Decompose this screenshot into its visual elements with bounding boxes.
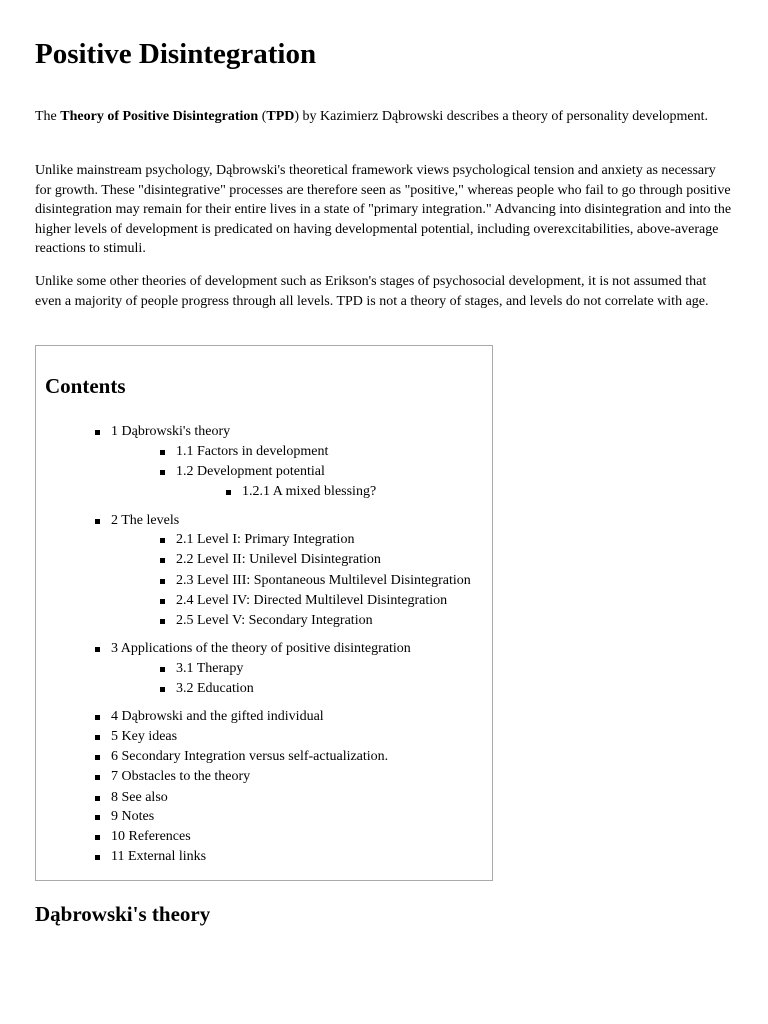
toc-link[interactable] xyxy=(111,848,206,866)
toc-link[interactable] xyxy=(176,592,447,610)
intro-abbreviation: TPD xyxy=(266,109,295,124)
bullet-icon xyxy=(160,599,165,604)
toc-link[interactable] xyxy=(111,708,324,726)
toc-link[interactable] xyxy=(111,512,179,530)
toc-link[interactable] xyxy=(176,463,325,481)
bullet-icon xyxy=(95,647,100,652)
bullet-icon xyxy=(160,538,165,543)
toc-link[interactable] xyxy=(176,572,471,590)
bullet-icon xyxy=(95,735,100,740)
toc-link[interactable] xyxy=(111,828,191,846)
bullet-icon xyxy=(95,775,100,780)
intro-text-start: The xyxy=(35,109,61,124)
toc-link[interactable] xyxy=(111,423,230,441)
toc-link-label: 7 Obstacles to the theory xyxy=(111,769,251,784)
intro-term: Theory of Positive Disintegration xyxy=(60,109,259,124)
toc-link-label: 2 The levels xyxy=(111,513,180,528)
toc-link[interactable] xyxy=(176,531,354,549)
toc-link[interactable] xyxy=(111,728,177,746)
bullet-icon xyxy=(95,755,100,760)
bullet-icon xyxy=(160,558,165,563)
intro-text-mid: ( xyxy=(258,109,267,124)
bullet-icon xyxy=(95,796,100,801)
toc-link[interactable] xyxy=(111,748,388,766)
bullet-icon xyxy=(160,579,165,584)
bullet-icon xyxy=(160,619,165,624)
intro-paragraph xyxy=(35,107,735,127)
toc-link-label: 3.2 Education xyxy=(176,681,254,696)
bullet-icon xyxy=(95,835,100,840)
bullet-icon xyxy=(160,470,165,475)
toc-link[interactable] xyxy=(111,808,154,826)
toc-link-label: 10 References xyxy=(111,829,191,844)
toc-link[interactable] xyxy=(242,483,376,501)
toc-link-label: 9 Notes xyxy=(111,809,155,824)
toc-link-label: 1.2 Development potential xyxy=(176,464,325,479)
toc-link-label: 2.2 Level II: Unilevel Disintegration xyxy=(176,552,381,567)
toc-link-label: 6 Secondary Integration versus self-actualization. xyxy=(111,749,389,764)
toc-link[interactable] xyxy=(176,612,373,630)
toc-link[interactable] xyxy=(176,680,254,698)
toc-link-label: 2.4 Level IV: Directed Multilevel Disintegration xyxy=(176,593,448,608)
toc-link[interactable] xyxy=(111,640,411,658)
toc-link-label: 11 External links xyxy=(111,849,207,864)
toc-link[interactable] xyxy=(111,789,168,807)
toc-link-label: 5 Key ideas xyxy=(111,729,178,744)
toc-link-label: 3.1 Therapy xyxy=(176,661,244,676)
toc-link-label: 1.1 Factors in development xyxy=(176,444,329,459)
body-paragraph: Unlike mainstream psychology, Dąbrowski's theoretical framework views psychological tension and anxiety as necessary for growth. These "disintegrative" processes are therefore seen as "positive," whereas people who fail to go through positive disintegration may remain for their entire lives in a state of "primary integration." Advancing into disintegration and into the higher levels of development is predicated on having developmental potential, including overexcitabilities, above-average reactions to stimuli. xyxy=(35,163,732,256)
toc-link[interactable] xyxy=(111,768,250,786)
toc-link-label: 4 Dąbrowski and the gifted individual xyxy=(111,709,324,724)
section-heading: Dąbrowski's theory xyxy=(35,902,211,926)
page-title: Positive Disintegration xyxy=(35,38,317,70)
toc-link-label: 2.1 Level I: Primary Integration xyxy=(176,532,355,547)
body-paragraph: Unlike some other theories of development such as Erikson's stages of psychosocial development, it is not assumed that even a majority of people progress through all levels. TPD is not a theory of stages, and levels do not correlate with age. xyxy=(35,274,709,309)
bullet-icon xyxy=(160,450,165,455)
bullet-icon xyxy=(95,855,100,860)
bullet-icon xyxy=(95,715,100,720)
toc-link-label: 8 See also xyxy=(111,790,168,805)
bullet-icon xyxy=(95,430,100,435)
bullet-icon xyxy=(95,519,100,524)
bullet-icon xyxy=(160,667,165,672)
toc-link[interactable] xyxy=(176,660,243,678)
toc-link[interactable] xyxy=(176,551,381,569)
toc-link-label: 1.2.1 A mixed blessing? xyxy=(242,484,377,499)
bullet-icon xyxy=(226,490,231,495)
bullet-icon xyxy=(95,815,100,820)
toc-link-label: 1 Dąbrowski's theory xyxy=(111,424,231,439)
toc-heading: Contents xyxy=(45,374,126,398)
intro-text-end: ) by Kazimierz Dąbrowski describes a theory of personality development. xyxy=(294,109,709,124)
toc-link-label: 2.3 Level III: Spontaneous Multilevel Disintegration xyxy=(176,573,471,588)
toc-link-label: 2.5 Level V: Secondary Integration xyxy=(176,613,373,628)
bullet-icon xyxy=(160,687,165,692)
toc-link-label: 3 Applications of the theory of positive disintegration xyxy=(111,641,411,656)
table-of-contents xyxy=(35,345,493,881)
toc-link[interactable] xyxy=(176,443,328,461)
